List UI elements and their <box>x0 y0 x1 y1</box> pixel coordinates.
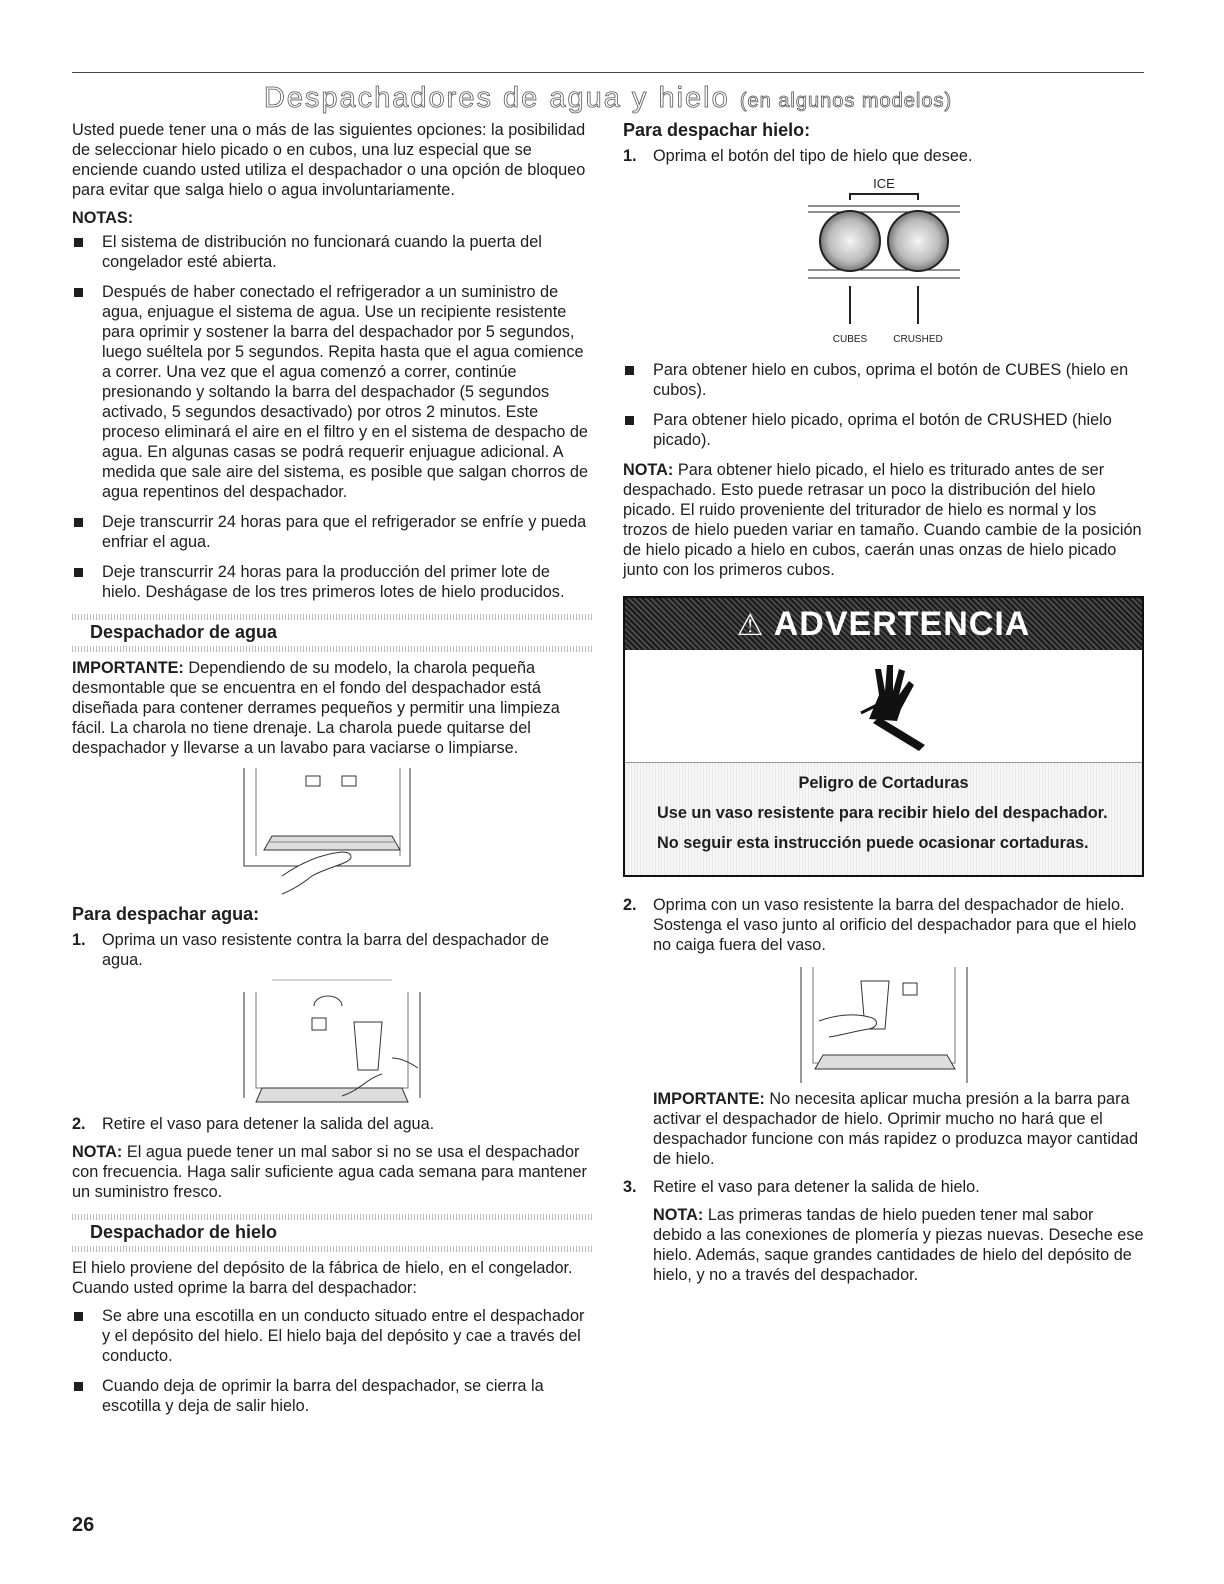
list-item: Para obtener hielo en cubos, oprima el botón de CUBES (hielo en cubos). <box>623 360 1144 400</box>
important-label: IMPORTANTE: <box>72 659 184 677</box>
ice-steps-continued <box>623 895 1144 955</box>
step-text: Oprima con un vaso resistente la barra del despachador de hielo. Sostenga el vaso junto al orificio del despachador para que el hielo no caiga fuera del vaso. <box>653 896 1137 954</box>
right-column <box>623 120 1144 1293</box>
step-text: Retire el vaso para detener la salida del agua. <box>102 1115 435 1133</box>
step-text: Oprima el botón del tipo de hielo que desee. <box>653 147 973 165</box>
important-text: No necesita aplicar mucha presión a la barra para activar el despachador de hielo. Oprimir mucho no hará que el despachador funcione con más rapidez o produzca mayor cantidad de hielo. <box>653 1090 1139 1168</box>
note-label: NOTA: <box>653 1206 704 1224</box>
list-item: Deje transcurrir 24 horas para que el refrigerador se enfríe y pueda enfriar el agua. <box>72 512 592 552</box>
title-sub: (en algunos modelos) <box>739 90 953 112</box>
ice-buttons-illustration <box>794 174 974 354</box>
warning-title: ADVERTENCIA <box>773 605 1031 643</box>
crushed-note <box>623 460 1144 580</box>
note-label: NOTA: <box>72 1143 123 1161</box>
warning-line-1: Use un vaso resistente para recibir hielo del despachador. <box>657 804 1108 822</box>
note-text: Para obtener hielo picado, el hielo es triturado antes de ser despachado. Esto puede retrasar un poco la distribución del hielo picado. El ruido proveniente del triturador de hielo es normal y los trozos de hielo pueden variar en tamaño. Cuando cambie de la posición de hielo picado a hielo en cubos, caerán unas onzas de hielo picado junto con los primeros cubos. <box>623 461 1142 579</box>
warning-line-2: No seguir esta instrucción puede ocasionar cortaduras. <box>657 834 1089 852</box>
water-important <box>72 658 592 758</box>
notes-title: NOTAS: <box>72 209 134 227</box>
water-heading-text: Despachador de agua <box>90 622 278 642</box>
list-item <box>623 895 1144 955</box>
ice-type-bullets <box>623 360 1144 450</box>
crushed-label: CRUSHED <box>892 334 943 345</box>
intro-paragraph: Usted puede tener una o más de las siguientes opciones: la posibilidad de seleccionar hielo picado o en cubos, una luz especial que se enciende cuando usted utiliza el despachador o una opción de bloqueo para evitar que salga hielo o agua involuntariamente. <box>72 121 586 199</box>
step-number: 2. <box>623 896 637 914</box>
list-item: Cuando deja de oprimir la barra del despachador, se cierra la escotilla y deja de salir hielo. <box>72 1376 592 1416</box>
title-main: Despachadores de agua y hielo <box>263 82 730 114</box>
important-text: Dependiendo de su modelo, la charola pequeña desmontable que se encuentra en el fondo del despachador está diseñada para contener derrames pequeños y permitir una limpieza fácil. La charola no tiene drenaje. La charola puede quitarse del despachador y llevarse a un lavabo para vaciarse o limpiarse. <box>72 659 560 757</box>
step-number: 1. <box>623 147 637 165</box>
list-item <box>72 930 592 970</box>
drip-tray-illustration <box>242 766 422 896</box>
step-text: Oprima un vaso resistente contra la barra del despachador de agua. <box>102 931 550 969</box>
ice-note <box>623 1205 1144 1285</box>
warning-body <box>625 763 1142 875</box>
water-steps-continued <box>72 1114 592 1134</box>
water-dispenser-heading <box>72 616 592 648</box>
water-glass-illustration <box>242 978 422 1108</box>
ice-intro: El hielo proviene del depósito de la fábrica de hielo, en el congelador. Cuando usted oprime la barra del despachador: <box>72 1259 573 1297</box>
list-item: Para obtener hielo picado, oprima el botón de CRUSHED (hielo picado). <box>623 410 1144 450</box>
top-rule <box>72 72 1144 73</box>
ice-label: ICE <box>872 176 895 191</box>
left-column <box>72 120 592 1426</box>
ice-steps <box>623 146 1144 166</box>
important-label: IMPORTANTE: <box>653 1090 765 1108</box>
list-item: Después de haber conectado el refrigerador a un suministro de agua, enjuague el sistema de agua. Use un recipiente resistente para oprimir y sostener la barra del despachador por 5 segundos, luego suéltela por 5 segundos. Repita hasta que el agua comience a correr. Una vez que el agua comenzó a correr, continúe presionando y soltando la barra del despachador (5 segundos activado, 5 segundos desactivado) por otros 2 minutos. Este proceso eliminará el aire en el filtro y en el sistema de despacho de agua. En algunas casas se podrá requerir enjuague adicional. A medida que sale aire del sistema, es posible que salgan chorros de agua repentinos del despachador. <box>72 282 592 502</box>
cubes-button <box>820 211 880 271</box>
cut-hand-icon <box>839 661 929 751</box>
water-steps <box>72 930 592 970</box>
list-item: Se abre una escotilla en un conducto situado entre el despachador y el depósito del hielo. El hielo baja del depósito y cae a través del conducto. <box>72 1306 592 1366</box>
ice-dispenser-heading <box>72 1216 592 1248</box>
page-number: 26 <box>72 1514 95 1536</box>
note-text: Las primeras tandas de hielo pueden tener mal sabor debido a las conexiones de plomería y piezas nuevas. Deseche ese hielo. Además, saque grandes cantidades de hielo del depósito de hielo, y no a través del despachador. <box>653 1206 1144 1284</box>
crushed-button <box>888 211 948 271</box>
dispense-ice-heading: Para despachar hielo: <box>623 120 811 140</box>
warning-icon-area <box>625 650 1142 763</box>
note-text: El agua puede tener un mal sabor si no se usa el despachador con frecuencia. Haga salir suficiente agua cada semana para mantener un suministro fresco. <box>72 1143 587 1201</box>
note-label: NOTA: <box>623 461 674 479</box>
warning-box <box>623 596 1144 877</box>
list-item: Deje transcurrir 24 horas para la producción del primer lote de hielo. Deshágase de los tres primeros lotes de hielo producidos. <box>72 562 592 602</box>
warning-triangle-icon: ⚠ <box>736 609 765 642</box>
manual-page <box>72 0 1144 1584</box>
step-number: 3. <box>623 1178 637 1196</box>
ice-glass-illustration <box>799 963 969 1083</box>
list-item <box>623 146 1144 166</box>
step-text: Retire el vaso para detener la salida de hielo. <box>653 1178 980 1196</box>
page-title <box>72 82 1144 115</box>
ice-important <box>623 1089 1144 1169</box>
water-note <box>72 1142 592 1202</box>
notes-list <box>72 232 592 602</box>
ice-heading-text: Despachador de hielo <box>90 1222 278 1242</box>
hazard-title: Peligro de Cortaduras <box>798 774 969 792</box>
step-number: 2. <box>72 1115 86 1133</box>
ice-steps-final <box>623 1177 1144 1197</box>
warning-header <box>625 598 1142 650</box>
list-item <box>72 1114 592 1134</box>
list-item <box>623 1177 1144 1197</box>
cubes-label: CUBES <box>832 334 867 345</box>
list-item: El sistema de distribución no funcionará cuando la puerta del congelador esté abierta. <box>72 232 592 272</box>
dispense-water-heading: Para despachar agua: <box>72 904 260 924</box>
ice-bullets <box>72 1306 592 1416</box>
step-number: 1. <box>72 931 86 949</box>
